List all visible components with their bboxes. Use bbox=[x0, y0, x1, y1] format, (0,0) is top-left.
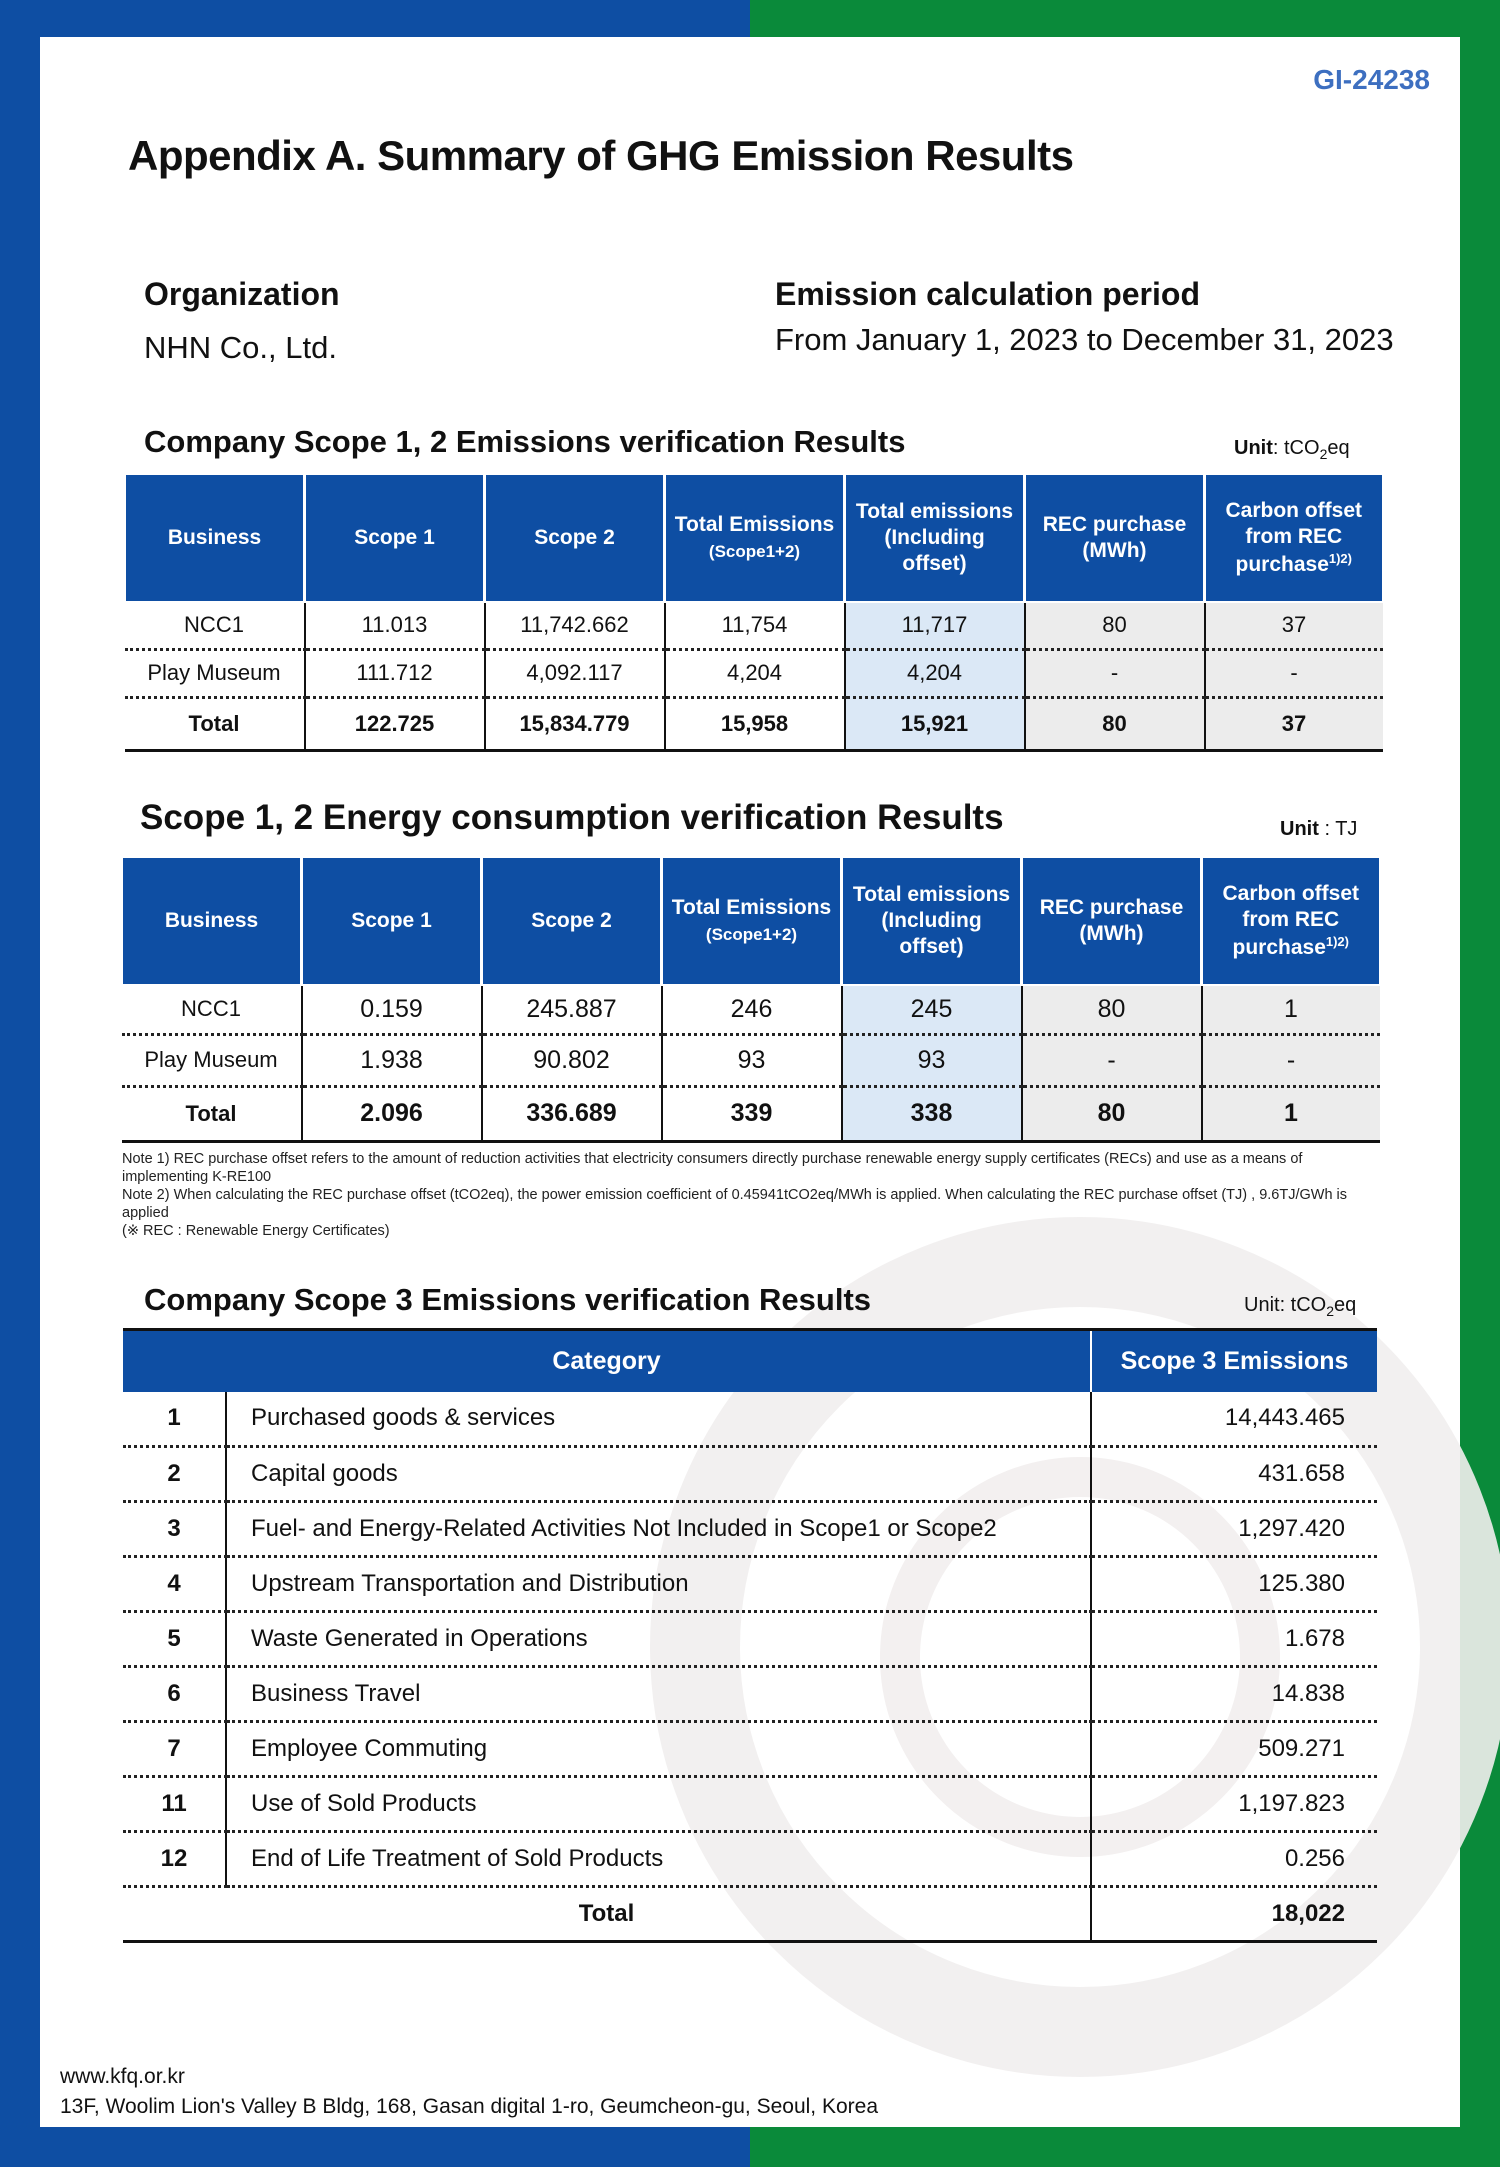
organization-label: Organization bbox=[144, 276, 340, 312]
row-category: Business Travel bbox=[226, 1667, 1091, 1722]
cell-including-offset: 93 bbox=[842, 1034, 1022, 1086]
cell-business: Play Museum bbox=[125, 649, 305, 697]
header-total-sub: (Scope1+2) bbox=[708, 542, 801, 561]
cell-carbon: 1 bbox=[1202, 985, 1380, 1034]
header-carbon-offset bbox=[1205, 474, 1383, 602]
row-category: Capital goods bbox=[226, 1447, 1091, 1502]
row-category: End of Life Treatment of Sold Products bbox=[226, 1832, 1091, 1887]
row-number: 12 bbox=[123, 1832, 226, 1887]
scope12-emissions-title: Company Scope 1, 2 Emissions verification Results bbox=[144, 424, 906, 459]
table-row bbox=[123, 1612, 1377, 1667]
cell-scope2: 11,742.662 bbox=[485, 602, 665, 649]
unit-value: Unit: tCO bbox=[1244, 1294, 1327, 1316]
scope3-table bbox=[123, 1328, 1377, 1943]
row-category: Purchased goods & services bbox=[226, 1392, 1091, 1447]
row-number: 5 bbox=[123, 1612, 226, 1667]
header-total-sub: (Scope1+2) bbox=[705, 925, 798, 944]
scope3-title: Company Scope 3 Emissions verification Results bbox=[144, 1282, 872, 1317]
cell-carbon: - bbox=[1202, 1034, 1380, 1086]
cell-total: 339 bbox=[662, 1086, 842, 1141]
note-3: (※ REC : Renewable Energy Certificates) bbox=[122, 1223, 390, 1239]
cell-business: NCC1 bbox=[122, 985, 302, 1034]
cell-rec: 80 bbox=[1025, 697, 1205, 750]
row-category: Upstream Transportation and Distribution bbox=[226, 1557, 1091, 1612]
scope12-energy-unit bbox=[1280, 818, 1357, 841]
cell-carbon: 37 bbox=[1205, 697, 1383, 750]
header-scope1: Scope 1 bbox=[302, 857, 482, 985]
table-row bbox=[122, 1034, 1380, 1086]
footer-address: 13F, Woolim Lion's Valley B Bldg, 168, Gasan digital 1-ro, Geumcheon-gu, Seoul, Korea bbox=[60, 2095, 879, 2118]
cell-rec: 80 bbox=[1022, 1086, 1202, 1141]
cell-business: Play Museum bbox=[122, 1034, 302, 1086]
header-category: Category bbox=[123, 1330, 1091, 1392]
header-scope1: Scope 1 bbox=[305, 474, 485, 602]
cell-scope2: 4,092.117 bbox=[485, 649, 665, 697]
row-number: 7 bbox=[123, 1722, 226, 1777]
row-value: 0.256 bbox=[1091, 1832, 1377, 1887]
row-category: Use of Sold Products bbox=[226, 1777, 1091, 1832]
row-number: 4 bbox=[123, 1557, 226, 1612]
header-carbon-offset bbox=[1202, 857, 1380, 985]
cell-scope1: 2.096 bbox=[302, 1086, 482, 1141]
cell-scope1: 111.712 bbox=[305, 649, 485, 697]
table-row bbox=[123, 1557, 1377, 1612]
page-title: Appendix A. Summary of GHG Emission Results bbox=[128, 132, 1074, 179]
cell-business: Total bbox=[125, 697, 305, 750]
cell-business: Total bbox=[122, 1086, 302, 1141]
row-value: 509.271 bbox=[1091, 1722, 1377, 1777]
table-row bbox=[123, 1722, 1377, 1777]
unit-tail: eq bbox=[1327, 437, 1350, 459]
row-value: 1.678 bbox=[1091, 1612, 1377, 1667]
cell-carbon: - bbox=[1205, 649, 1383, 697]
footer bbox=[60, 2062, 878, 2122]
table-row-total bbox=[125, 697, 1383, 750]
table-row bbox=[123, 1832, 1377, 1887]
row-number: 11 bbox=[123, 1777, 226, 1832]
cell-scope1: 11.013 bbox=[305, 602, 485, 649]
table-row bbox=[123, 1502, 1377, 1557]
unit-value: : TJ bbox=[1324, 818, 1358, 840]
cell-scope1: 122.725 bbox=[305, 697, 485, 750]
total-label: Total bbox=[123, 1887, 1091, 1942]
row-value: 125.380 bbox=[1091, 1557, 1377, 1612]
scope12-energy-title: Scope 1, 2 Energy consumption verification Results bbox=[140, 798, 1004, 837]
header-including-offset: Total emissions (Including offset) bbox=[842, 857, 1022, 985]
note-2: Note 2) When calculating the REC purchase offset (tCO2eq), the power emission coefficient of 0.45941tCO2eq/MWh is applied. When calculating the REC purchase offset (TJ) , 9.6TJ/GWh is applied bbox=[122, 1187, 1348, 1221]
scope12-energy-table bbox=[120, 856, 1381, 1143]
table-row-total bbox=[122, 1086, 1380, 1141]
cell-rec: - bbox=[1025, 649, 1205, 697]
period-label: Emission calculation period bbox=[775, 276, 1200, 312]
table-row bbox=[125, 649, 1383, 697]
cell-scope1: 0.159 bbox=[302, 985, 482, 1034]
cell-total: 15,958 bbox=[665, 697, 845, 750]
header-total-emissions bbox=[662, 857, 842, 985]
header-rec-purchase: REC purchase (MWh) bbox=[1025, 474, 1205, 602]
cell-carbon: 1 bbox=[1202, 1086, 1380, 1141]
cell-carbon: 37 bbox=[1205, 602, 1383, 649]
header-total-label: Total Emissions bbox=[674, 512, 835, 536]
cell-total: 11,754 bbox=[665, 602, 845, 649]
cell-including-offset: 4,204 bbox=[845, 649, 1025, 697]
cell-total: 246 bbox=[662, 985, 842, 1034]
cell-scope2: 90.802 bbox=[482, 1034, 662, 1086]
cell-total: 93 bbox=[662, 1034, 842, 1086]
header-carbon-sup: 1)2) bbox=[1325, 933, 1349, 949]
table-row bbox=[125, 602, 1383, 649]
cell-rec: 80 bbox=[1025, 602, 1205, 649]
cell-including-offset: 15,921 bbox=[845, 697, 1025, 750]
cell-including-offset: 11,717 bbox=[845, 602, 1025, 649]
header-scope3-emissions: Scope 3 Emissions bbox=[1091, 1330, 1377, 1392]
scope3-unit bbox=[1244, 1294, 1356, 1319]
cell-including-offset: 338 bbox=[842, 1086, 1022, 1141]
unit-label: Unit bbox=[1234, 437, 1273, 459]
cell-including-offset: 245 bbox=[842, 985, 1022, 1034]
row-value: 431.658 bbox=[1091, 1447, 1377, 1502]
row-category: Employee Commuting bbox=[226, 1722, 1091, 1777]
header-carbon-label: Carbon offset from REC purchase bbox=[1222, 882, 1359, 959]
unit-subscript: 2 bbox=[1319, 446, 1328, 462]
footnotes bbox=[122, 1150, 1362, 1240]
scope12-emissions-table bbox=[123, 473, 1384, 752]
header-carbon-label: Carbon offset from REC purchase bbox=[1225, 499, 1362, 576]
row-value: 14,443.465 bbox=[1091, 1392, 1377, 1447]
unit-label: Unit bbox=[1280, 818, 1319, 840]
period-value: From January 1, 2023 to December 31, 2023 bbox=[775, 322, 1394, 357]
unit-tail: eq bbox=[1334, 1294, 1357, 1316]
row-number: 1 bbox=[123, 1392, 226, 1447]
header-carbon-sup: 1)2) bbox=[1328, 550, 1352, 566]
header-including-offset: Total emissions (Including offset) bbox=[845, 474, 1025, 602]
cell-rec: 80 bbox=[1022, 985, 1202, 1034]
header-total-label: Total Emissions bbox=[671, 895, 832, 919]
header-total-emissions bbox=[665, 474, 845, 602]
row-category: Waste Generated in Operations bbox=[226, 1612, 1091, 1667]
table-row bbox=[123, 1667, 1377, 1722]
scope12-emissions-unit bbox=[1234, 437, 1350, 462]
header-scope2: Scope 2 bbox=[482, 857, 662, 985]
header-business: Business bbox=[122, 857, 302, 985]
cell-scope2: 336.689 bbox=[482, 1086, 662, 1141]
cell-scope2: 15,834.779 bbox=[485, 697, 665, 750]
cell-total: 4,204 bbox=[665, 649, 845, 697]
header-scope2: Scope 2 bbox=[485, 474, 665, 602]
cell-scope2: 245.887 bbox=[482, 985, 662, 1034]
table-row bbox=[122, 985, 1380, 1034]
footer-website: www.kfq.or.kr bbox=[60, 2065, 185, 2088]
document-id: GI-24238 bbox=[1313, 64, 1430, 95]
cell-rec: - bbox=[1022, 1034, 1202, 1086]
row-value: 1,197.823 bbox=[1091, 1777, 1377, 1832]
header-business: Business bbox=[125, 474, 305, 602]
cell-business: NCC1 bbox=[125, 602, 305, 649]
header-rec-purchase: REC purchase (MWh) bbox=[1022, 857, 1202, 985]
table-row bbox=[123, 1777, 1377, 1832]
row-number: 3 bbox=[123, 1502, 226, 1557]
unit-subscript: 2 bbox=[1326, 1303, 1335, 1319]
note-1: Note 1) REC purchase offset refers to the amount of reduction activities that electricity consumers directly purchase renewable energy supply certificates (RECs) and use as a means of implementing K-RE100 bbox=[122, 1151, 1303, 1185]
row-number: 2 bbox=[123, 1447, 226, 1502]
cell-scope1: 1.938 bbox=[302, 1034, 482, 1086]
row-category: Fuel- and Energy-Related Activities Not Included in Scope1 or Scope2 bbox=[226, 1502, 1091, 1557]
row-number: 6 bbox=[123, 1667, 226, 1722]
row-value: 14.838 bbox=[1091, 1667, 1377, 1722]
row-value: 1,297.420 bbox=[1091, 1502, 1377, 1557]
table-row bbox=[123, 1447, 1377, 1502]
total-value: 18,022 bbox=[1091, 1887, 1377, 1942]
organization-value: NHN Co., Ltd. bbox=[144, 330, 337, 365]
table-row bbox=[123, 1392, 1377, 1447]
table-row-total bbox=[123, 1887, 1377, 1942]
unit-value: : tCO bbox=[1272, 437, 1320, 459]
